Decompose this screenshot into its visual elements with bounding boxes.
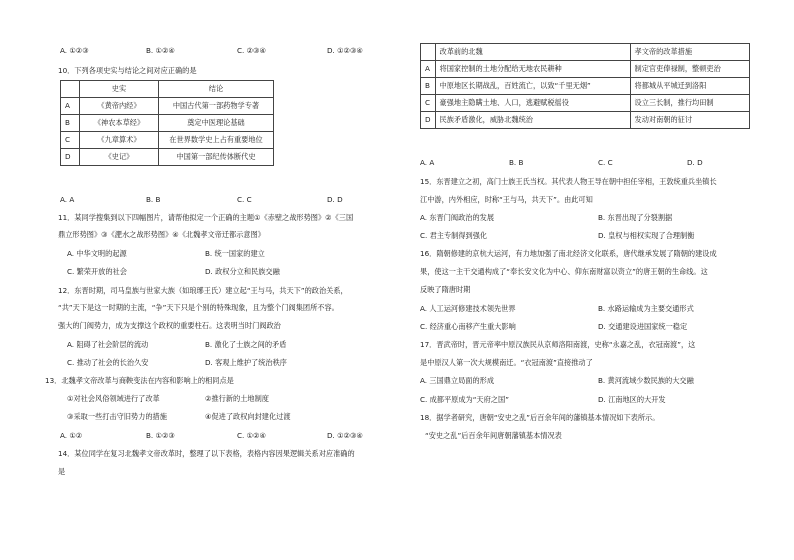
table-row [421, 44, 750, 61]
q16-line1: 16．隋朝修建的京杭大运河，有力地加强了南北经济文化联系，唐代继承发展了隋朝的建设成 [420, 249, 717, 258]
q17-option-a[interactable]: A. 三国鼎立局面的形成 [420, 376, 495, 385]
q16-option-a[interactable]: A. 人工运河修建技术领先世界 [420, 304, 516, 313]
table-cell: 民族矛盾激化，威胁北魏统治 [435, 112, 630, 129]
q9-option-b[interactable]: B. ①②④ [146, 46, 175, 55]
table-row [421, 78, 750, 95]
q10-option-a[interactable]: A. A [60, 195, 75, 204]
table-row [61, 81, 274, 98]
table-cell: 制定官吏俸禄制，整顿吏治 [630, 61, 749, 78]
q12-option-c[interactable]: C. 推动了社会的长治久安 [67, 358, 149, 367]
q11-line1: 11．某同学搜集到以下四幅图片，请帮他拟定一个正确的主题①《赤壁之战形势图》②《三国 [58, 213, 354, 222]
right-column [397, 0, 794, 560]
table-cell: 发动对南朝的征讨 [630, 112, 749, 129]
q10-option-b[interactable]: B. B [146, 195, 161, 204]
table-row [61, 115, 274, 132]
q17-option-b[interactable]: B. 黄河流域少数民族的大交融 [598, 376, 694, 385]
q10-option-c[interactable]: C. C [237, 195, 252, 204]
table-cell: A [421, 61, 436, 78]
q13-item-2: ②推行新的土地制度 [205, 394, 269, 403]
table-row [61, 132, 274, 149]
q17-option-c[interactable]: C. 成都平原成为“天府之国” [420, 395, 509, 404]
q16-option-d[interactable]: D. 交通建设进国家统一稳定 [598, 322, 688, 331]
q12-option-a[interactable]: A. 阻碍了社会阶层的流动 [67, 340, 149, 349]
table-cell: 豪强地主隐瞒土地、人口，逃避赋税徭役 [435, 95, 630, 112]
q11-option-c[interactable]: C. 繁荣开放的社会 [67, 267, 127, 276]
q16-option-b[interactable]: B. 水路运输成为主要交通形式 [598, 304, 694, 313]
table-header: 孝文帝的改革措施 [630, 44, 749, 61]
q18-line1: 18．据学者研究，唐朝“安史之乱”后百余年间的藩镇基本情况如下表所示。 [420, 413, 660, 422]
table-cell: B [61, 115, 80, 132]
table-cell: B [421, 78, 436, 95]
q17-option-d[interactable]: D. 江南地区的大开发 [598, 395, 666, 404]
table-header: 结论 [159, 81, 274, 98]
q13-item-1: ①对社会风俗领域进行了改革 [67, 394, 160, 403]
q15-option-b[interactable]: B. 东晋出现了分裂割据 [598, 213, 673, 222]
q14-option-d[interactable]: D. D [687, 158, 703, 167]
q17-line2: 是中原汉人第一次大规模南迁。“衣冠南渡”直接推动了 [420, 358, 593, 367]
q17-line1: 17．晋武帝时，晋元帝率中原汉族民从京师洛阳南渡，史称“永嘉之乱，衣冠南渡”，这 [420, 340, 696, 349]
q13-stem: 13．北魏孝文帝改革与商鞅变法在内容和影响上的相同点是 [45, 376, 234, 385]
q9-option-a[interactable]: A. ①②③ [60, 46, 89, 55]
q11-option-d[interactable]: D. 政权分立和民族交融 [205, 267, 280, 276]
q14-option-c[interactable]: C. C [598, 158, 613, 167]
q11-option-b[interactable]: B. 统一国家的建立 [205, 249, 265, 258]
table-cell: 《九章算术》 [80, 132, 159, 149]
q9-option-c[interactable]: C. ②③④ [237, 46, 266, 55]
table-header: 史实 [80, 81, 159, 98]
q15-option-c[interactable]: C. 君主专制得到强化 [420, 231, 488, 240]
q9-option-d[interactable]: D. ①②③④ [327, 46, 363, 55]
table-cell: 《黄帝内经》 [80, 98, 159, 115]
q14-option-a[interactable]: A. A [420, 158, 435, 167]
table-cell: C [421, 95, 436, 112]
table-cell: 在世界数学史上占有重要地位 [159, 132, 274, 149]
table-cell: D [421, 112, 436, 129]
q10-option-d[interactable]: D. D [327, 195, 343, 204]
q13-item-3: ③采取一些打击守旧势力的措施 [67, 412, 167, 421]
q10-stem: 10．下列各项史实与结论之间对应正确的是 [58, 66, 197, 75]
table-cell: 中原地区长期战乱，百姓流亡，以致“千里无烟” [435, 78, 630, 95]
q13-option-d[interactable]: D. ①②③④ [327, 431, 363, 440]
q15-option-a[interactable]: A. 东晋门阀政治的发展 [420, 213, 495, 222]
table-row [421, 112, 750, 129]
q15-line2: 江中游，内外相应，时称“王与马，共天下”。由此可知 [420, 195, 593, 204]
q12-line3: 强大的门阀势力，成为支撑这个政权的重要柱石。这表明当时门阀政治 [58, 321, 281, 330]
table-cell: 中国古代第一部药物学专著 [159, 98, 274, 115]
q14-stem-tail: 是 [58, 467, 66, 476]
q10-table [60, 80, 274, 166]
table-cell: 将国家控制的土地分配给无地农民耕种 [435, 61, 630, 78]
table-cell: 《史记》 [80, 149, 159, 166]
table-cell: 中国第一部纪传体断代史 [159, 149, 274, 166]
q14-option-b[interactable]: B. B [509, 158, 524, 167]
table-cell: 将都城从平城迁到洛阳 [630, 78, 749, 95]
q13-item-4: ④促进了政权向封建化过渡 [205, 412, 291, 421]
table-cell: C [61, 132, 80, 149]
q12-option-d[interactable]: D. 客观上维护了统治秩序 [205, 358, 287, 367]
table-row [61, 149, 274, 166]
q14-stem: 14．某位同学在复习北魏孝文帝改革时，整理了以下表格，表格内容因果逻辑关系对应准确的 [58, 449, 355, 458]
table-cell [61, 81, 80, 98]
q16-line2: 果，使这一主干交通构成了“奉长安文化为中心、仰东南财富以资立”的唐王朝的生命线。这 [420, 267, 708, 276]
q12-line2: “共”天下是这一时期的主流，“争”天下只是个别的特殊现象，且为整个门阀集团所不容。 [58, 303, 339, 312]
table-header: 改革前的北魏 [435, 44, 630, 61]
q18-table-caption: “安史之乱”后百余年间唐朝藩镇基本情况表 [425, 431, 562, 440]
q16-line3: 反映了隋唐时期 [420, 285, 471, 294]
q11-option-a[interactable]: A. 中华文明的起源 [67, 249, 127, 258]
q15-line1: 15．东晋建立之初，高门士族王氏当权。其代表人物王导在朝中担任宰相，王敦统重兵坐镇长 [420, 177, 717, 186]
table-cell: 奠定中医理论基础 [159, 115, 274, 132]
q13-option-c[interactable]: C. ①②④ [237, 431, 266, 440]
q11-line2: 鼎立形势图》③《淝水之战形势图》④《北魏孝文帝迁都示意图》 [58, 230, 265, 239]
q13-option-b[interactable]: B. ①②③ [146, 431, 175, 440]
table-cell: A [61, 98, 80, 115]
q15-option-d[interactable]: D. 皇权与相权实现了合理制衡 [598, 231, 695, 240]
q12-line1: 12．东晋时期，司马皇族与世家大族（如琅琊王氏）建立起“王与马，共天下”的政治关系， [58, 286, 348, 295]
table-cell [421, 44, 436, 61]
table-row [421, 61, 750, 78]
q16-option-c[interactable]: C. 经济重心南移产生重大影响 [420, 322, 516, 331]
q13-option-a[interactable]: A. ①② [60, 431, 83, 440]
q14-table [420, 43, 750, 129]
table-cell: 设立三长制，推行均田制 [630, 95, 749, 112]
table-cell: D [61, 149, 80, 166]
table-row [61, 98, 274, 115]
table-row [421, 95, 750, 112]
q12-option-b[interactable]: B. 激化了士族之间的矛盾 [205, 340, 287, 349]
table-cell: 《神农本草经》 [80, 115, 159, 132]
